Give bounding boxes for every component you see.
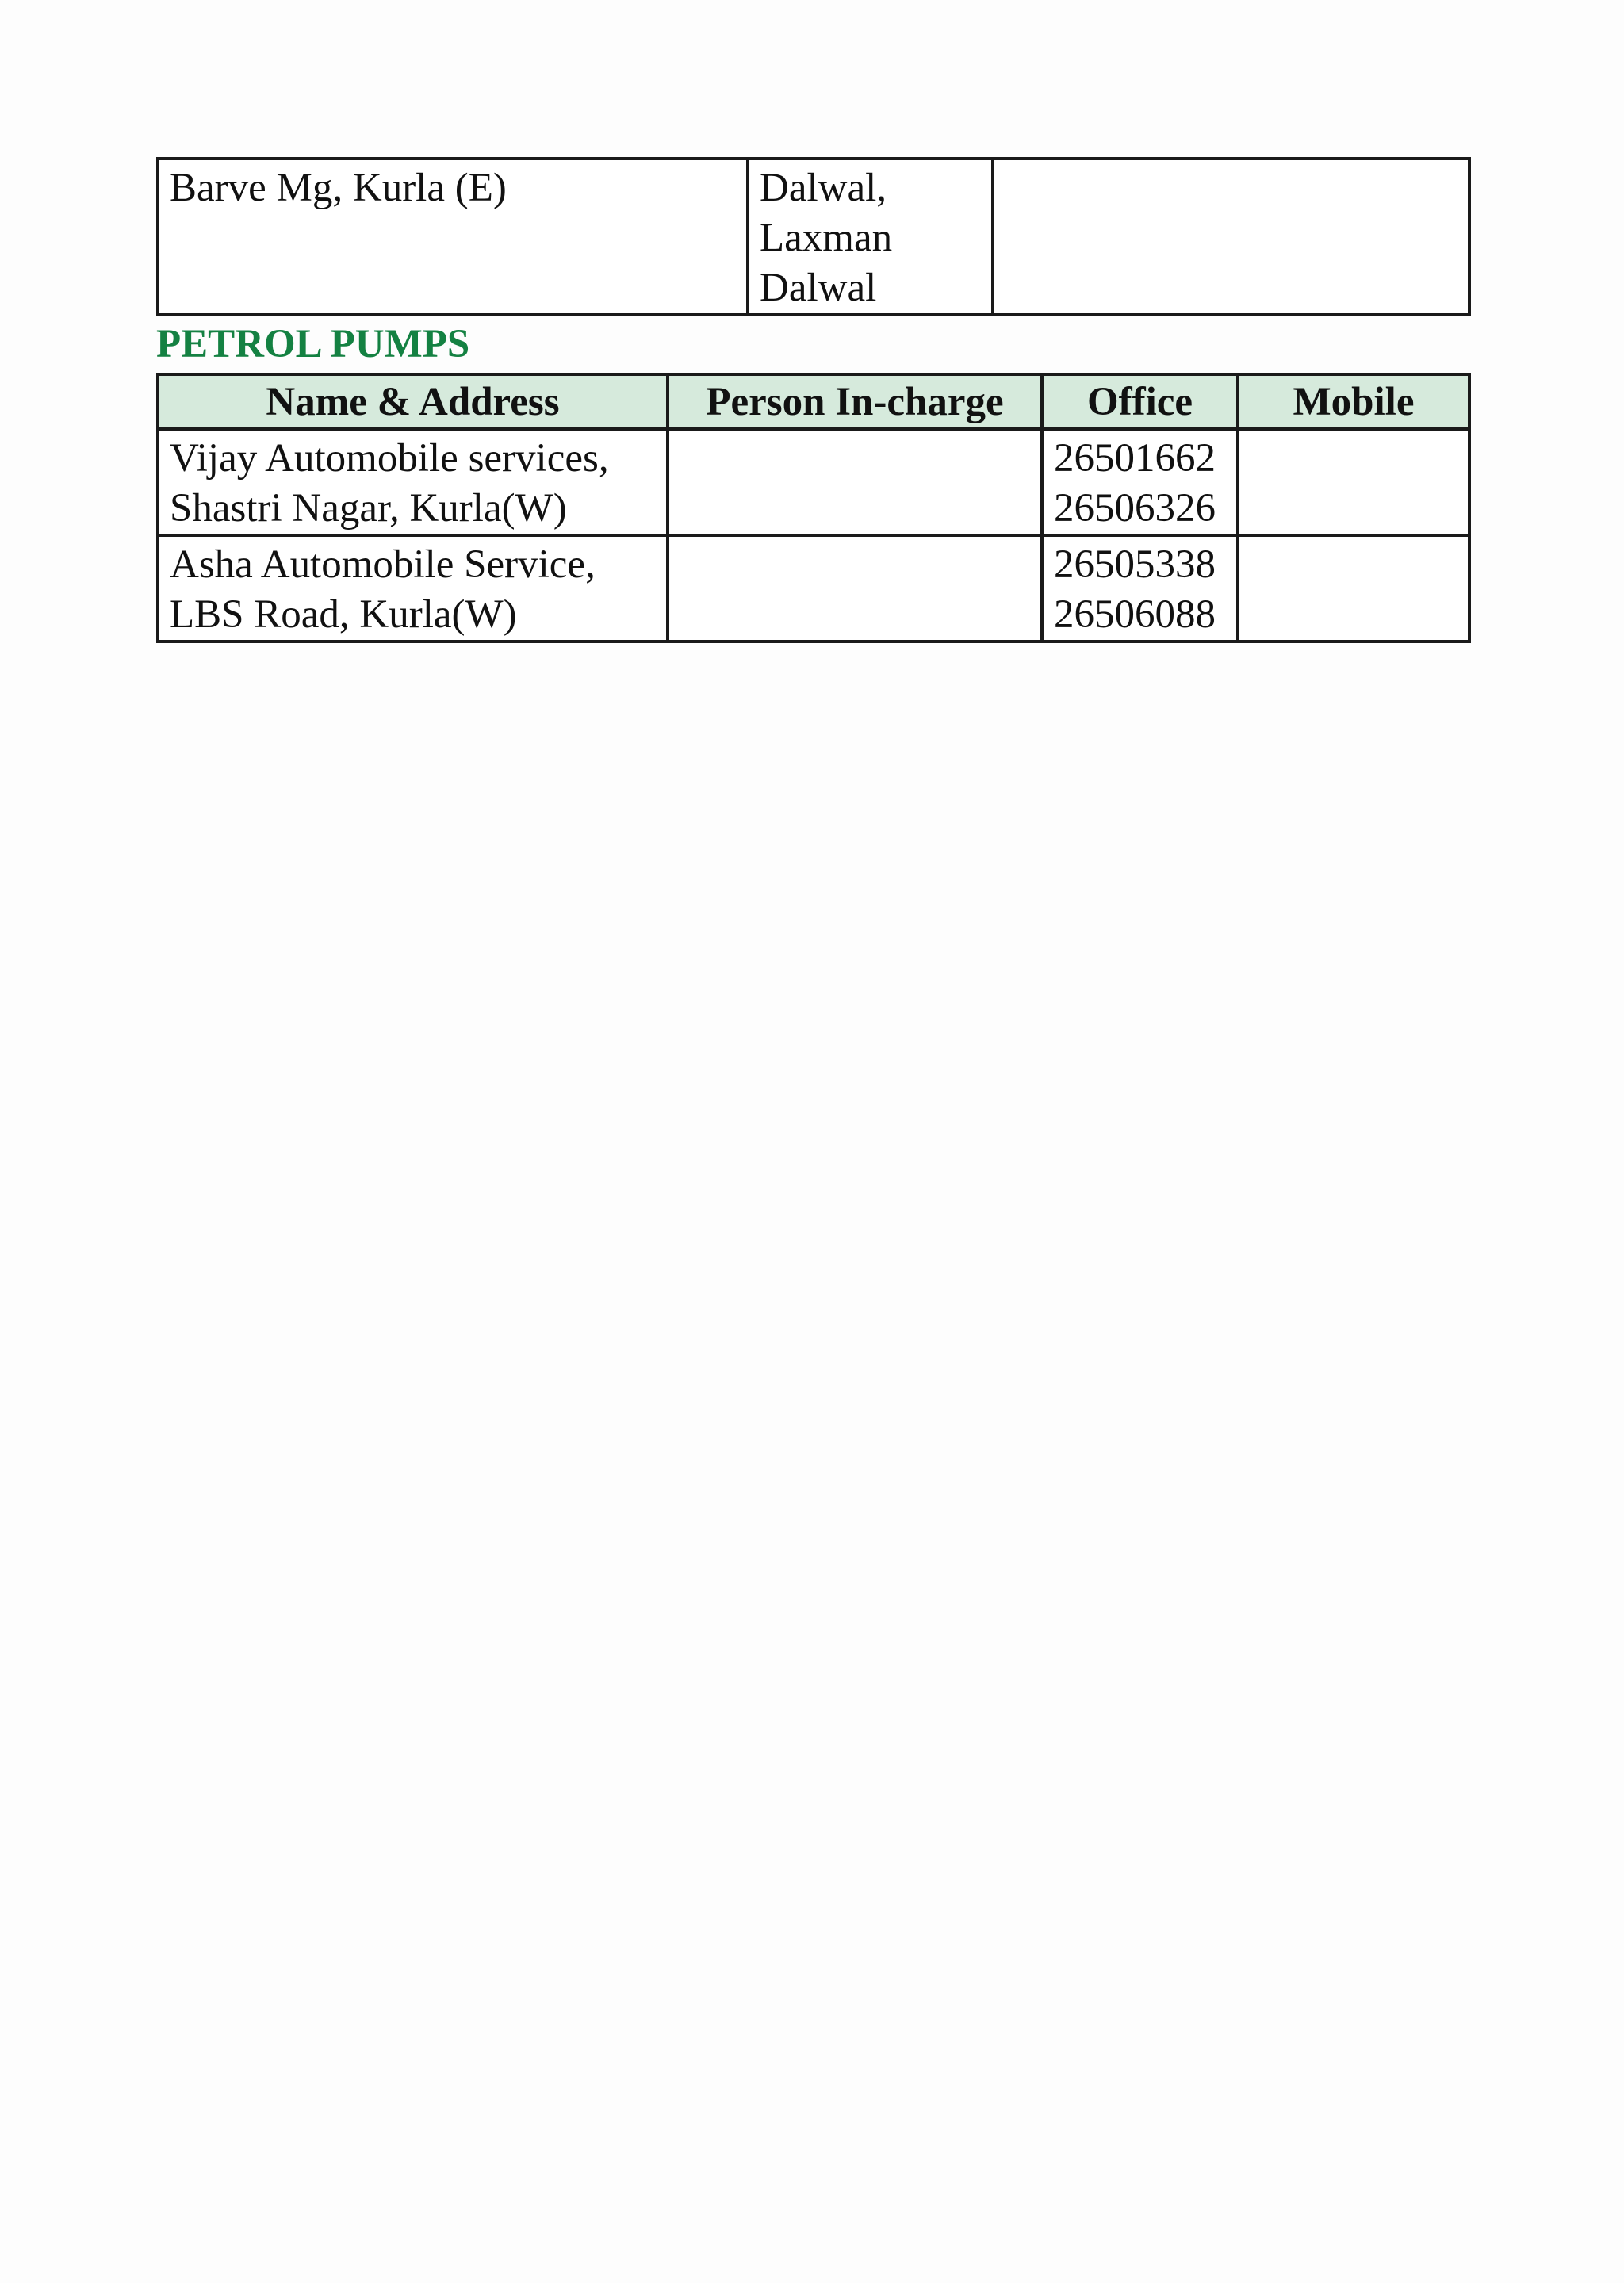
address-text: Barve Mg, Kurla (E) [170, 166, 507, 210]
petrol-pumps-table [156, 373, 1471, 643]
address-line: LBS Road, Kurla(W) [170, 592, 517, 637]
table-row [158, 535, 1469, 642]
column-header-office: Office [1042, 374, 1238, 429]
office-phone: 26506088 [1054, 592, 1216, 637]
name-address-cell [158, 429, 668, 535]
empty-cell [993, 159, 1469, 315]
continued-contacts-table [156, 157, 1471, 316]
name-address-cell [158, 535, 668, 642]
person-cell [748, 159, 993, 315]
address-cell [158, 159, 748, 315]
office-phone: 26501662 [1054, 436, 1216, 481]
office-phone: 26506326 [1054, 486, 1216, 531]
address-line: Shastri Nagar, Kurla(W) [170, 486, 567, 531]
person-cell [668, 429, 1042, 535]
column-header-mobile: Mobile [1238, 374, 1469, 429]
name-line: Asha Automobile Service, [170, 542, 596, 587]
office-cell [1042, 429, 1238, 535]
table-header-row [158, 374, 1469, 429]
column-header-person: Person In-charge [668, 374, 1042, 429]
person-line: Dalwal, [760, 166, 887, 210]
section-title: PETROL PUMPS [156, 322, 470, 366]
name-line: Vijay Automobile services, [170, 436, 609, 481]
person-cell [668, 535, 1042, 642]
person-line: Laxman [760, 216, 893, 260]
person-line: Dalwal [760, 266, 877, 310]
office-cell [1042, 535, 1238, 642]
mobile-cell [1238, 535, 1469, 642]
mobile-cell [1238, 429, 1469, 535]
table-row [158, 429, 1469, 535]
office-phone: 26505338 [1054, 542, 1216, 587]
column-header-name-address: Name & Address [158, 374, 668, 429]
table-row [158, 159, 1469, 315]
